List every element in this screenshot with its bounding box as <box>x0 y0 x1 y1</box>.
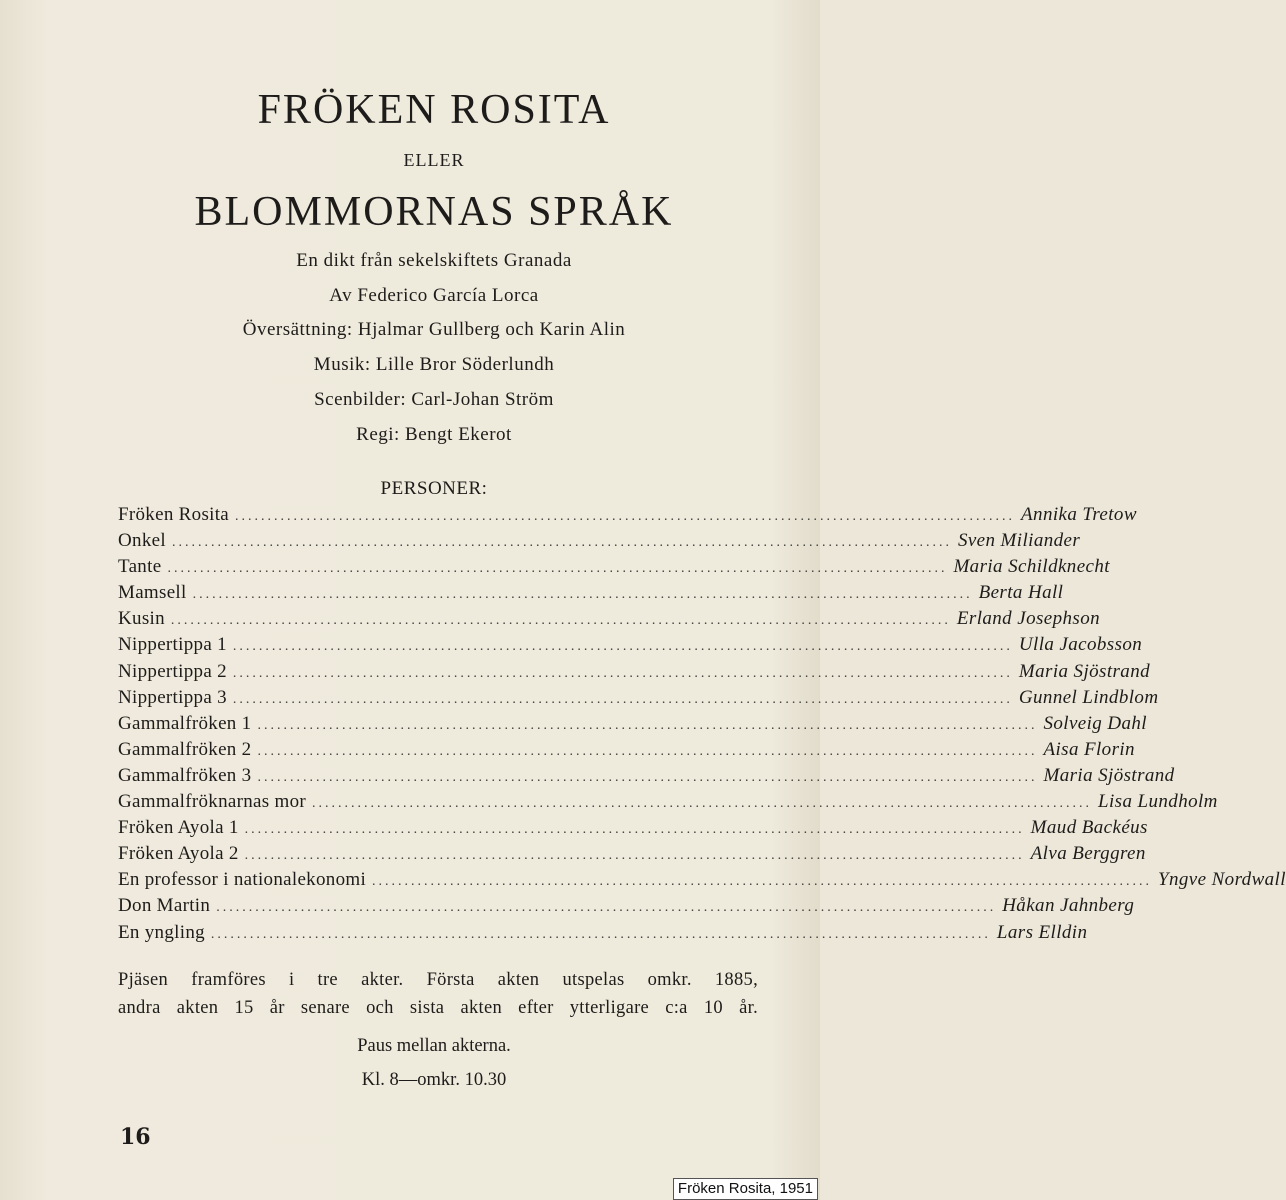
cast-row <box>118 764 1175 791</box>
dot-leader: ........................................................................................................................ <box>167 561 948 577</box>
dot-leader: ........................................................................................................................ <box>170 613 951 629</box>
cast-role: Fröken Rosita <box>118 504 230 525</box>
cast-actor: Maud Backéus <box>1030 817 1148 839</box>
dot-leader: ........................................................................................................................ <box>232 665 1013 681</box>
cast-row <box>118 817 1148 843</box>
credit-author: Av Federico García Lorca <box>329 285 539 306</box>
dot-leader: ........................................................................................................................ <box>210 926 991 942</box>
cast-row <box>118 791 1218 817</box>
cast-row <box>118 634 1143 660</box>
cast-row <box>118 556 1110 582</box>
cast-row <box>118 504 1137 530</box>
acts-note-line: andra akten 15 år senare och sista akten efter ytterligare c:a 10 år. <box>118 998 758 1018</box>
dot-leader: ........................................................................................................................ <box>312 796 1093 812</box>
dot-leader: ........................................................................................................................ <box>235 509 1016 524</box>
cast-role: Nippertippa 3 <box>118 686 227 708</box>
credit-director: Regi: Bengt Ekerot <box>356 424 512 445</box>
credit-music: Musik: Lille Bror Söderlundh <box>313 354 555 375</box>
dot-leader: ........................................................................................................................ <box>257 743 1038 759</box>
cast-row <box>118 712 1147 739</box>
cast-row <box>118 843 1146 869</box>
cast-role: Gammalfröknarnas mor <box>118 791 307 813</box>
dot-leader: ........................................................................................................................ <box>244 848 1025 864</box>
cast-role: En professor i nationalekonomi <box>118 869 367 891</box>
dot-leader: ........................................................................................................................ <box>232 691 1013 707</box>
dot-leader: ........................................................................................................................ <box>257 717 1038 733</box>
cast-role: Nippertippa 1 <box>118 634 227 656</box>
performance-time: Kl. 8—omkr. 10.30 <box>361 1070 507 1090</box>
dot-leader: ........................................................................................................................ <box>257 769 1038 785</box>
acts-note-line: Pjäsen framföres i tre akter. Första akten utspelas omkr. 1885, <box>118 970 758 990</box>
cast-row <box>118 921 1088 948</box>
cast-role: Onkel <box>118 530 166 552</box>
credit-scenery: Scenbilder: Carl-Johan Ström <box>314 389 554 410</box>
cast-actor: Håkan Jahnberg <box>1002 895 1135 917</box>
play-title: FRÖKEN ROSITA <box>257 87 611 133</box>
intermission-note: Paus mellan akterna. <box>357 1036 511 1056</box>
cast-actor: Erland Josephson <box>956 608 1100 630</box>
dot-leader: ........................................................................................................................ <box>171 535 952 551</box>
dot-leader: ........................................................................................................................ <box>216 900 997 916</box>
cast-role: En yngling <box>118 921 205 943</box>
dot-leader: ........................................................................................................................ <box>372 874 1153 890</box>
cast-role: Tante <box>118 556 162 578</box>
page-number: 16 <box>120 1124 151 1150</box>
cast-actor: Berta Hall <box>978 582 1064 604</box>
dot-leader: ........................................................................................................................ <box>192 587 973 603</box>
cast-role: Fröken Ayola 1 <box>118 817 239 839</box>
cast-actor: Maria Sjöstrand <box>1043 764 1175 786</box>
image-caption: Fröken Rosita, 1951 <box>673 1178 818 1200</box>
cast-row <box>118 530 1081 556</box>
cast-role: Don Martin <box>118 895 211 917</box>
cast-actor: Lars Elldin <box>996 921 1088 943</box>
cast-role: Gammalfröken 2 <box>118 738 252 760</box>
cast-actor: Annika Tretow <box>1021 504 1137 525</box>
cast-actor: Sven Miliander <box>957 530 1081 552</box>
cast-role: Kusin <box>118 608 165 630</box>
cast-list <box>118 504 1286 948</box>
cast-actor: Solveig Dahl <box>1043 712 1147 734</box>
cast-role: Nippertippa 2 <box>118 660 227 682</box>
cast-heading: PERSONER: <box>380 478 488 499</box>
cast-actor: Yngve Nordwall <box>1158 869 1286 891</box>
cast-row <box>118 660 1151 687</box>
cast-actor: Maria Schildknecht <box>953 556 1110 578</box>
cast-row <box>118 895 1135 921</box>
dot-leader: ........................................................................................................................ <box>244 822 1025 838</box>
cast-row <box>118 869 1286 895</box>
dot-leader: ........................................................................................................................ <box>232 639 1013 655</box>
cast-role: Gammalfröken 3 <box>118 764 252 786</box>
cast-actor: Maria Sjöstrand <box>1018 660 1151 682</box>
cast-row <box>118 582 1064 608</box>
cast-actor: Lisa Lundholm <box>1098 791 1218 813</box>
cast-row <box>118 686 1159 713</box>
cast-row <box>118 738 1135 765</box>
acts-note <box>118 966 758 1022</box>
cast-actor: Ulla Jacobsson <box>1018 634 1143 656</box>
credit-translation: Översättning: Hjalmar Gullberg och Karin Alin <box>242 319 626 340</box>
cast-role: Mamsell <box>118 582 187 604</box>
cast-row <box>118 608 1100 634</box>
cast-actor: Alva Berggren <box>1030 843 1146 865</box>
cast-role: Fröken Ayola 2 <box>118 843 239 865</box>
cast-role: Gammalfröken 1 <box>118 712 252 734</box>
play-subtitle: BLOMMORNAS SPRÅK <box>194 189 674 235</box>
eller-connector: ELLER <box>403 150 465 170</box>
credit-description: En dikt från sekelskiftets Granada <box>296 250 572 271</box>
cast-actor: Aisa Florin <box>1043 738 1135 760</box>
cast-actor: Gunnel Lindblom <box>1018 686 1159 708</box>
